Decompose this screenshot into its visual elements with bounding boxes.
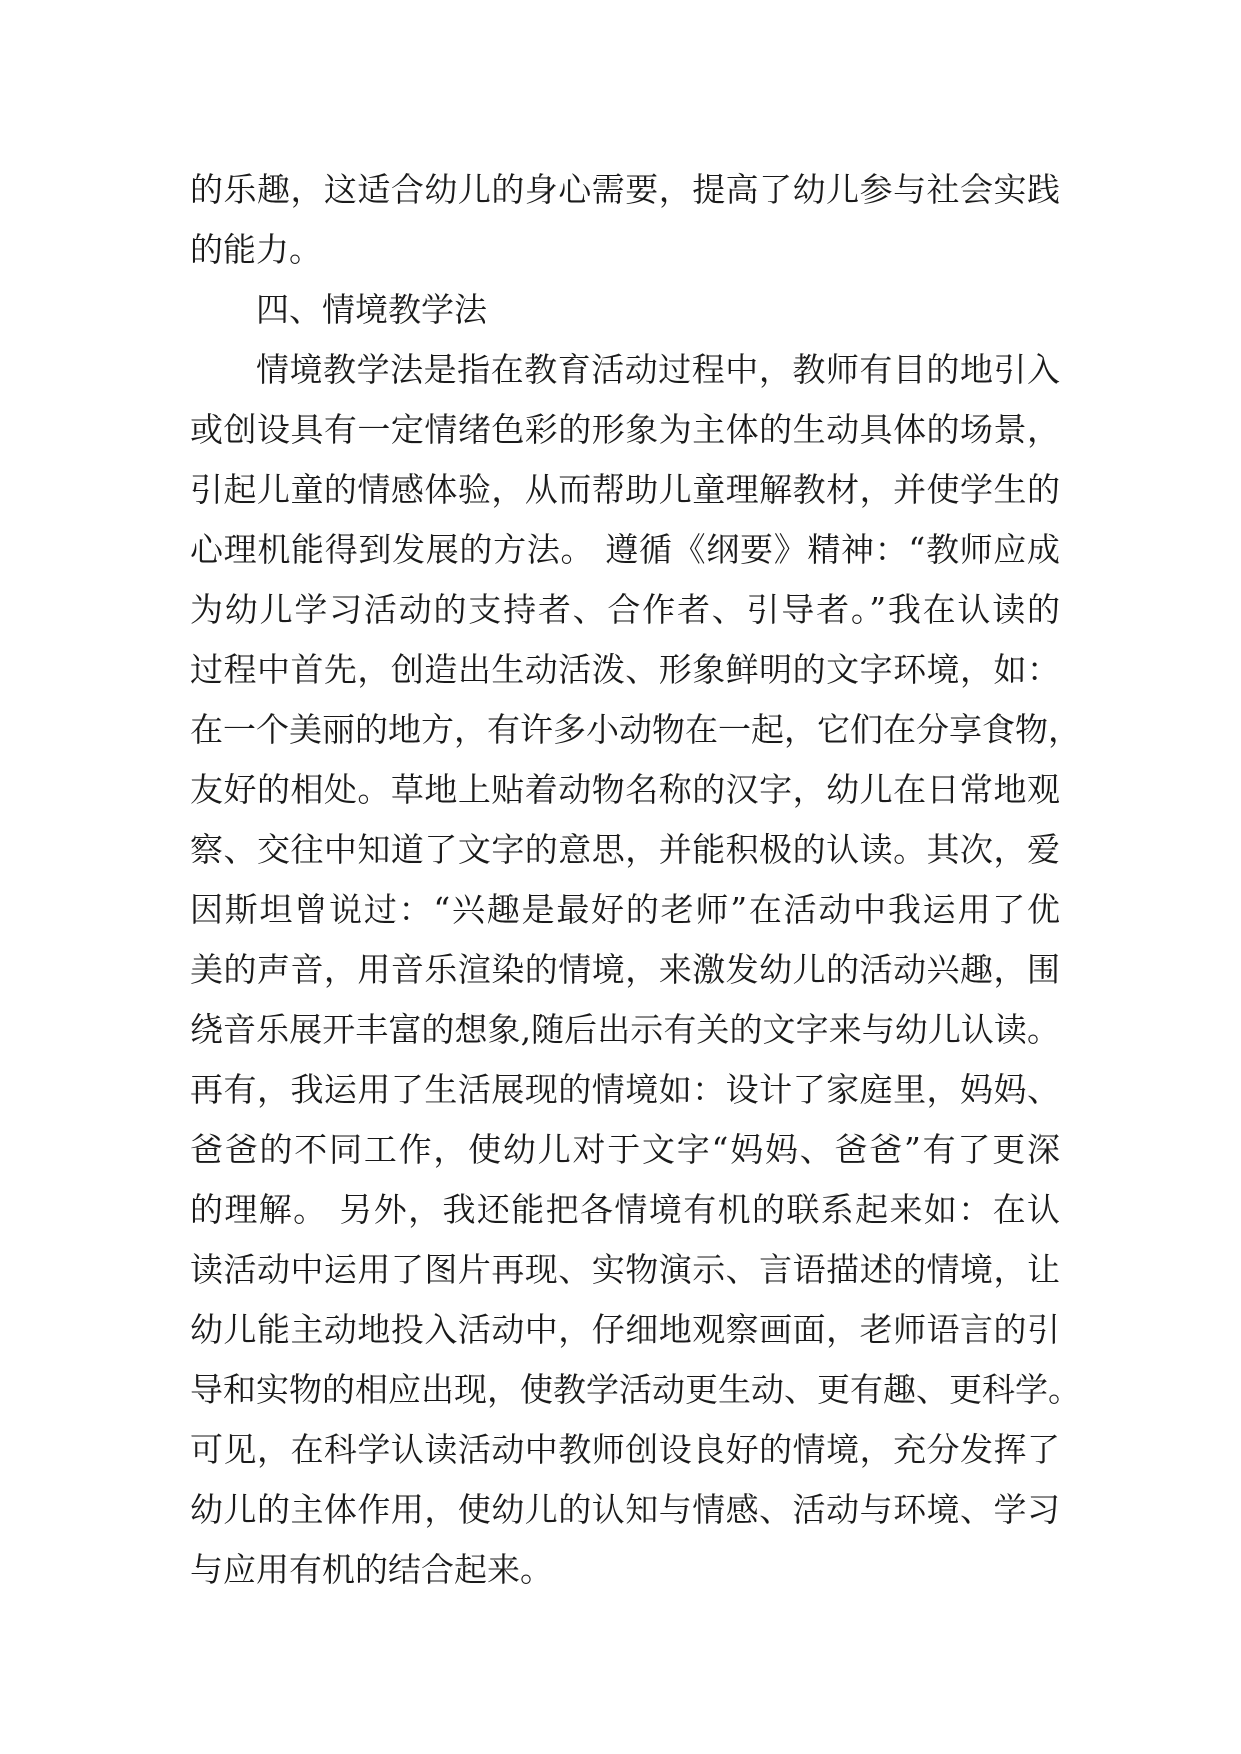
paragraph-line: 幼儿的主体作用，使幼儿的认知与情感、活动与环境、学习: [190, 1490, 1060, 1529]
paragraph-line: 与应用有机的结合起来。: [190, 1550, 553, 1589]
section-heading: 四、情境教学法: [256, 290, 487, 329]
paragraph-line: 友好的相处。草地上贴着动物名称的汉字，幼儿在日常地观: [190, 770, 1060, 809]
paragraph-line: 可见，在科学认读活动中教师创设良好的情境，充分发挥了: [190, 1430, 1060, 1469]
document-body: [190, 160, 1081, 1600]
paragraph-line: 情境教学法是指在教育活动过程中，教师有目的地引入: [256, 350, 1060, 389]
paragraph-line: 过程中首先，创造出生动活泼、形象鲜明的文字环境，如：: [190, 650, 1060, 689]
paragraph-line: 在一个美丽的地方，有许多小动物在一起，它们在分享食物，: [190, 710, 1081, 749]
paragraph-line: 心理机能得到发展的方法。 遵循《纲要》精神：“教师应成: [190, 530, 1060, 569]
paragraph-line: 或创设具有一定情绪色彩的形象为主体的生动具体的场景，: [190, 410, 1060, 449]
paragraph-line: 因斯坦曾说过：“兴趣是最好的老师”在活动中我运用了优: [190, 890, 1060, 929]
paragraph-line: 为幼儿学习活动的支持者、合作者、引导者。”我在认读的: [190, 590, 1060, 629]
paragraph-line: 的能力。: [190, 230, 322, 269]
paragraph-line: 绕音乐展开丰富的想象,随后出示有关的文字来与幼儿认读。: [190, 1010, 1060, 1049]
paragraph-line: 读活动中运用了图片再现、实物演示、言语描述的情境，让: [190, 1250, 1060, 1289]
paragraph-line: 的理解。 另外，我还能把各情境有机的联系起来如：在认: [190, 1190, 1060, 1229]
paragraph-line: 察、交往中知道了文字的意思，并能积极的认读。其次，爱: [190, 830, 1060, 869]
paragraph-line: 导和实物的相应出现，使教学活动更生动、更有趣、更科学。: [190, 1370, 1081, 1409]
paragraph-line: 幼儿能主动地投入活动中，仔细地观察画面，老师语言的引: [190, 1310, 1060, 1349]
paragraph-line: 的乐趣，这适合幼儿的身心需要，提高了幼儿参与社会实践: [190, 170, 1060, 209]
paragraph-line: 美的声音，用音乐渲染的情境，来激发幼儿的活动兴趣，围: [190, 950, 1060, 989]
paragraph-line: 爸爸的不同工作，使幼儿对于文字“妈妈、爸爸”有了更深: [190, 1130, 1060, 1169]
paragraph-line: 引起儿童的情感体验，从而帮助儿童理解教材，并使学生的: [190, 470, 1060, 509]
paragraph-line: 再有，我运用了生活展现的情境如：设计了家庭里，妈妈、: [190, 1070, 1060, 1109]
